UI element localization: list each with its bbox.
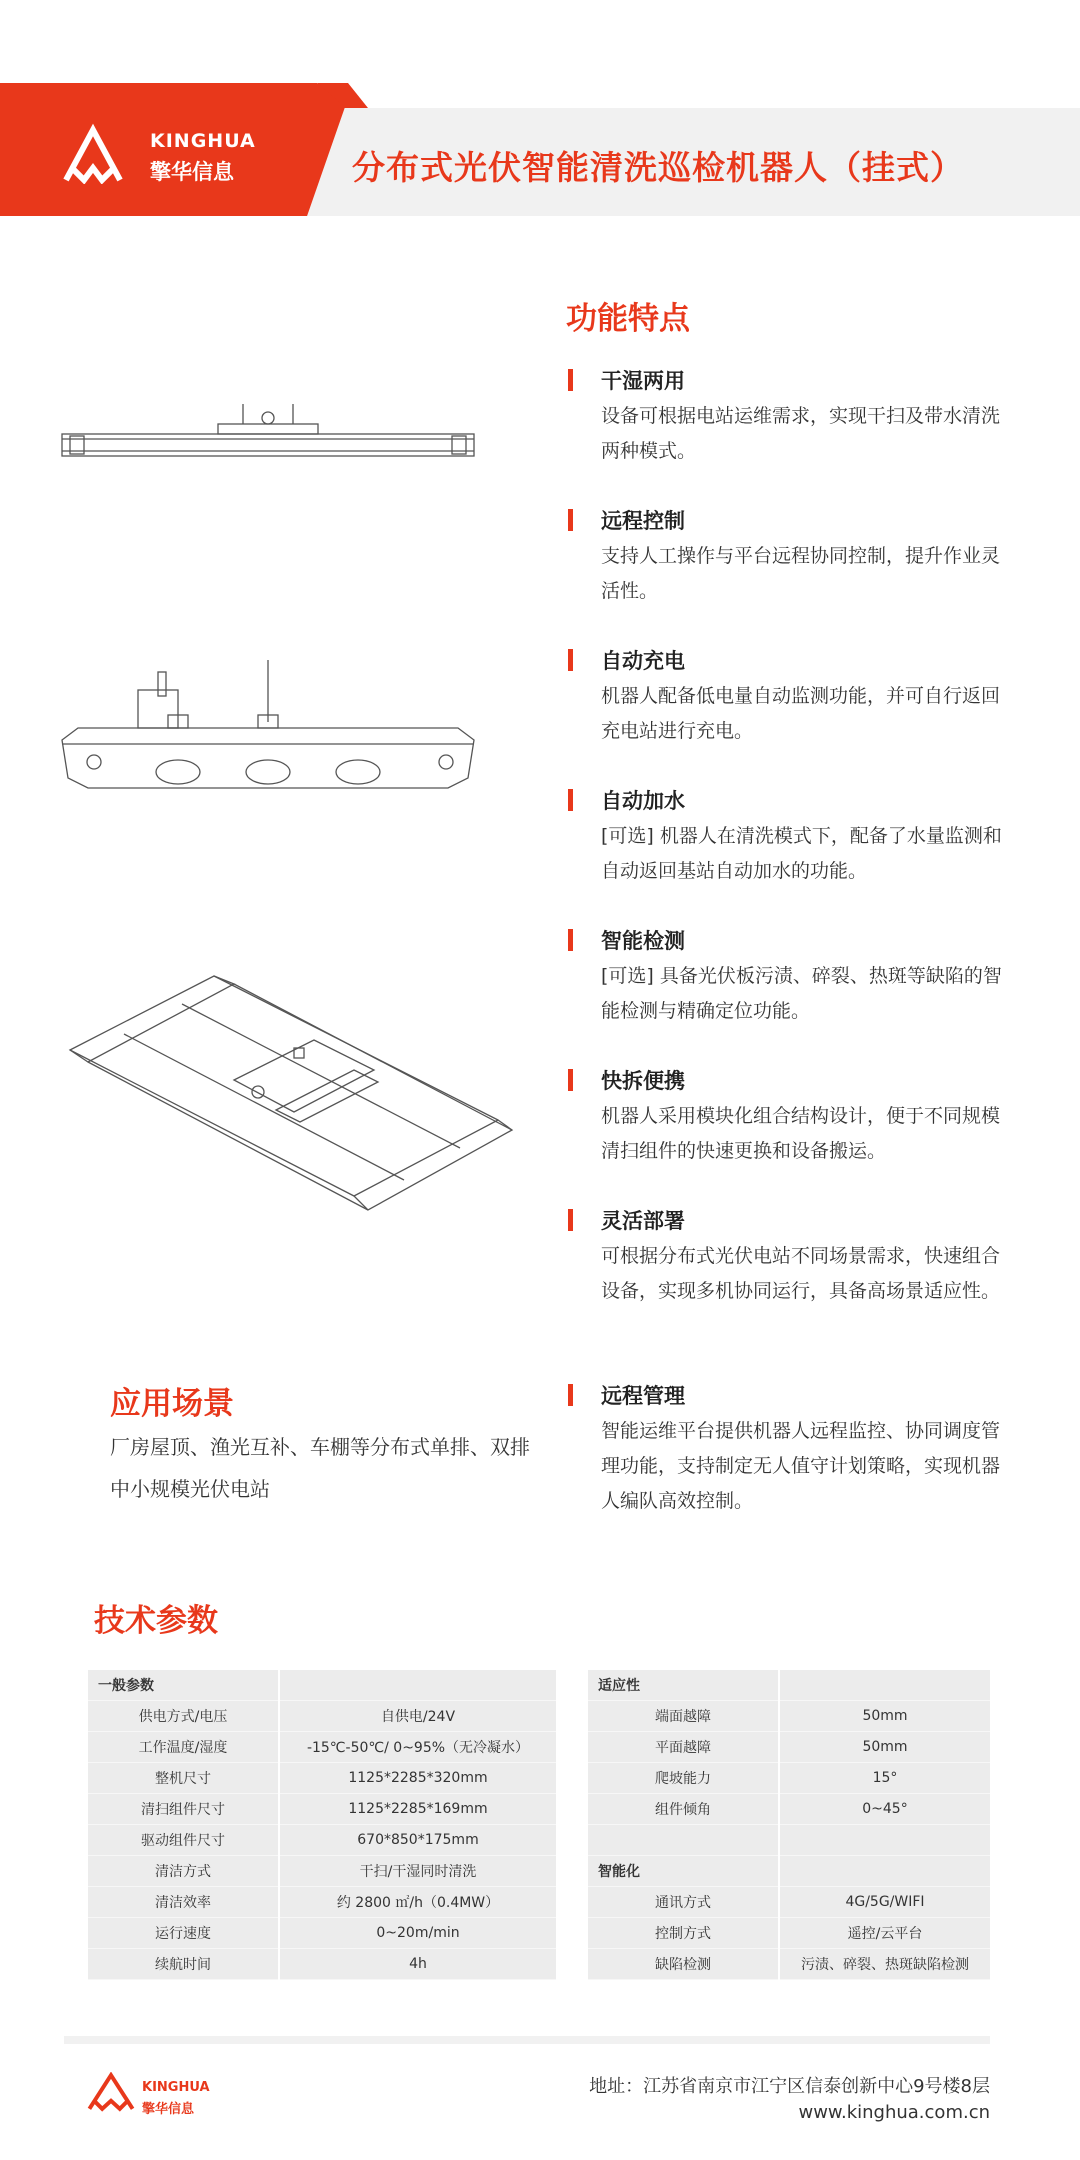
feature-marker	[568, 789, 573, 811]
table-row: 工作温度/湿度 -15℃-50℃/ 0~95%（无冷凝水）	[88, 1732, 556, 1763]
table-row: 爬坡能力 15°	[588, 1763, 990, 1794]
feature-heading: 自动充电	[601, 649, 685, 673]
brand-name-en: KINGHUA	[150, 130, 256, 152]
feature-marker	[568, 369, 573, 391]
specs-table-general	[88, 1670, 556, 1980]
feature-heading: 远程管理	[601, 1384, 685, 1408]
feature-desc: 智能运维平台提供机器人远程监控、协同调度管理功能，支持制定无人值守计划策略，实现机器人编队高效控制。	[601, 1420, 1001, 1512]
table-row: 平面越障 50mm	[588, 1732, 990, 1763]
table-row: 清洁方式 干扫/干湿同时清洗	[88, 1856, 556, 1887]
feature-desc: 机器人配备低电量自动监测功能，并可自行返回充电站进行充电。	[601, 685, 1001, 742]
feature-marker	[568, 1384, 573, 1406]
footer-divider	[64, 2036, 990, 2044]
footer-brand-cn: 擎华信息	[142, 2102, 195, 2117]
feature-heading: 快拆便携	[601, 1069, 685, 1093]
footer-brand-en: KINGHUA	[142, 2080, 210, 2095]
table-row: 组件倾角 0~45°	[588, 1794, 990, 1825]
page-title: 分布式光伏智能清洗巡检机器人（挂式）	[352, 148, 964, 187]
feature-desc: 设备可根据电站运维需求，实现干扫及带水清洗两种模式。	[601, 405, 1001, 462]
kinghua-logo-icon	[62, 122, 124, 184]
table-row: 供电方式/电压 自供电/24V	[88, 1701, 556, 1732]
table-row: 缺陷检测 污渍、碎裂、热斑缺陷检测	[588, 1949, 990, 1980]
table-group-header: 适应性	[588, 1670, 779, 1701]
feature-heading: 干湿两用	[601, 369, 685, 393]
application-title: 应用场景	[110, 1386, 234, 1422]
application-text: 厂房屋顶、渔光互补、车棚等分布式单排、双排中小规模光伏电站	[110, 1435, 530, 1501]
feature-heading: 自动加水	[601, 789, 685, 813]
table-row: 清洁效率 约 2800 ㎡/h（0.4MW）	[88, 1887, 556, 1918]
footer-logo-icon	[86, 2072, 136, 2112]
specs-table-adaptability	[588, 1670, 990, 1980]
feature-desc: 支持人工操作与平台远程协同控制，提升作业灵活性。	[601, 545, 1001, 602]
robot-side-view-drawing	[58, 660, 478, 796]
table-row: 通讯方式 4G/5G/WIFI	[588, 1887, 990, 1918]
table-group-header: 一般参数	[88, 1670, 279, 1701]
feature-desc: 可根据分布式光伏电站不同场景需求，快速组合设备，实现多机协同运行，具备高场景适应性。	[601, 1245, 1001, 1302]
feature-marker	[568, 509, 573, 531]
footer-website[interactable]: www.kinghua.com.cn	[798, 2102, 990, 2123]
feature-heading: 灵活部署	[601, 1209, 685, 1233]
table-row: 续航时间 4h	[88, 1949, 556, 1980]
feature-heading: 智能检测	[601, 929, 685, 953]
feature-marker	[568, 649, 573, 671]
table-row: 清扫组件尺寸 1125*2285*169mm	[88, 1794, 556, 1825]
feature-desc: 机器人采用模块化组合结构设计，便于不同规模清扫组件的快速更换和设备搬运。	[601, 1105, 1001, 1162]
robot-isometric-drawing	[64, 970, 524, 1240]
table-row: 驱动组件尺寸 670*850*175mm	[88, 1825, 556, 1856]
table-row: 整机尺寸 1125*2285*320mm	[88, 1763, 556, 1794]
feature-heading: 远程控制	[601, 509, 685, 533]
feature-marker	[568, 1069, 573, 1091]
feature-marker	[568, 929, 573, 951]
feature-marker	[568, 1209, 573, 1231]
brand-name-cn: 擎华信息	[150, 160, 234, 184]
features-title: 功能特点	[566, 301, 690, 337]
robot-top-view-drawing	[58, 398, 478, 464]
table-row: 端面越障 50mm	[588, 1701, 990, 1732]
feature-desc: [可选] 具备光伏板污渍、碎裂、热斑等缺陷的智能检测与精确定位功能。	[601, 965, 1002, 1022]
table-row: 运行速度 0~20m/min	[88, 1918, 556, 1949]
specs-title: 技术参数	[94, 1603, 218, 1639]
table-group-header: 智能化	[588, 1856, 779, 1887]
feature-desc: [可选] 机器人在清洗模式下，配备了水量监测和自动返回基站自动加水的功能。	[601, 825, 1002, 882]
table-row: 控制方式 遥控/云平台	[588, 1918, 990, 1949]
footer-address: 地址：江苏省南京市江宁区信泰创新中心9号楼8层	[589, 2076, 990, 2097]
